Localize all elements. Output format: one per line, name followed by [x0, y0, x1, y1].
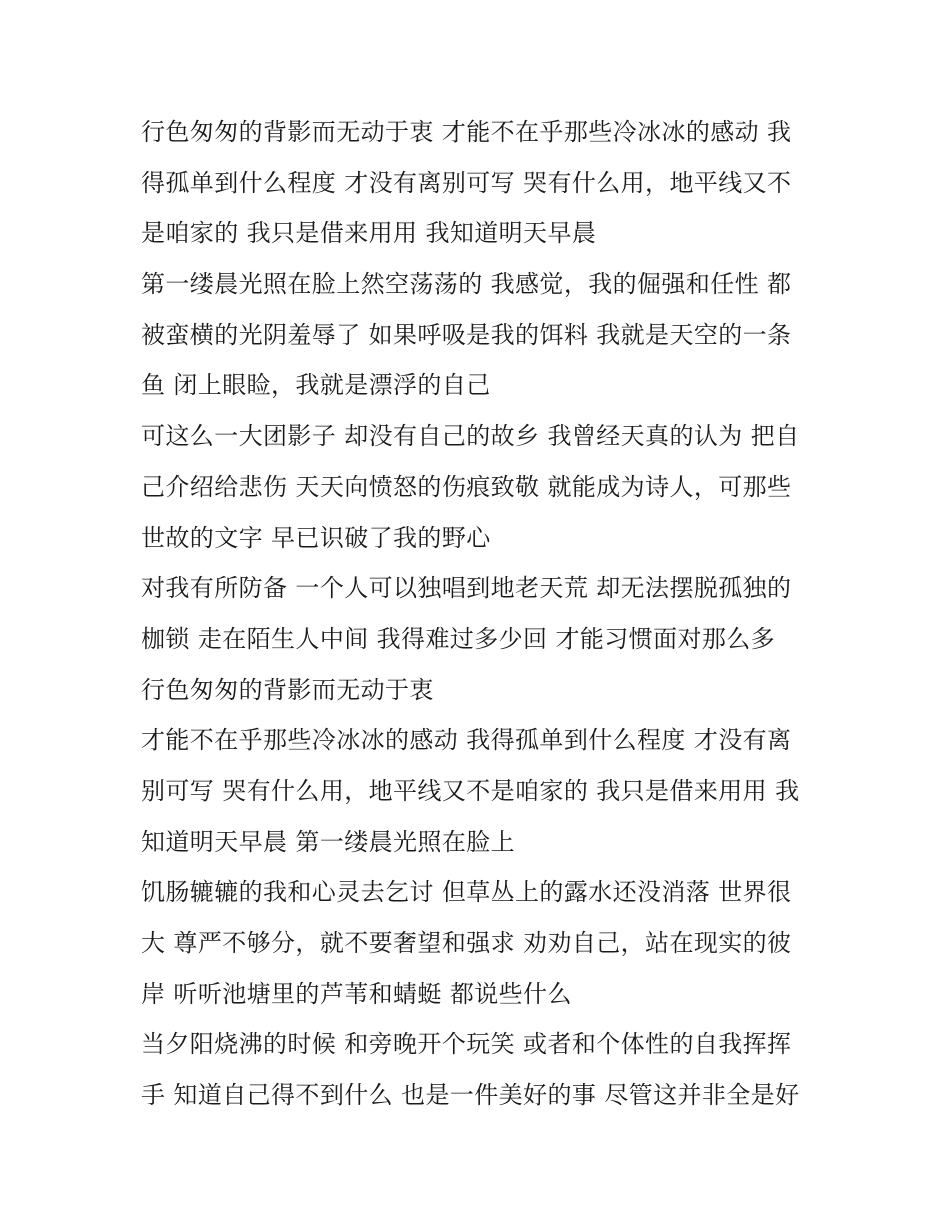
text-line-4: 第一缕晨光照在脸上然空荡荡的 我感觉，我的倔强和任性 都 — [141, 270, 792, 299]
text-line-19: 当夕阳烧沸的时候 和旁晚开个玩笑 或者和个体性的自我挥挥 — [141, 1030, 792, 1059]
document-body — [141, 107, 821, 1121]
text-line-6: 鱼 闭上眼睑，我就是漂浮的自己 — [141, 371, 491, 400]
text-line-20: 手 知道自己得不到什么 也是一件美好的事 尽管这并非全是好 — [141, 1081, 800, 1110]
text-line-2: 得孤单到什么程度 才没有离别可写 哭有什么用，地平线又不 — [141, 168, 792, 197]
text-line-11: 枷锁 走在陌生人中间 我得难过多少回 才能习惯面对那么多 — [141, 624, 776, 653]
text-line-7: 可这么一大团影子 却没有自己的故乡 我曾经天真的认为 把自 — [141, 422, 800, 451]
text-line-14: 别可写 哭有什么用，地平线又不是咱家的 我只是借来用用 我 — [141, 776, 800, 805]
text-line-16: 饥肠辘辘的我和心灵去乞讨 但草丛上的露水还没消落 世界很 — [141, 878, 792, 907]
text-line-1: 行色匆匆的背影而无动于衷 才能不在乎那些冷冰冰的感动 我 — [141, 118, 792, 146]
text-line-12: 行色匆匆的背影而无动于衷 — [141, 675, 434, 704]
text-line-17: 大 尊严不够分，就不要奢望和强求 劝劝自己，站在现实的彼 — [141, 929, 792, 957]
text-line-15: 知道明天早晨 第一缕晨光照在脸上 — [141, 827, 516, 856]
text-line-18: 岸 听听池塘里的芦苇和蜻蜓 都说些什么 — [141, 979, 572, 1008]
text-line-5: 被蛮横的光阴羞辱了 如果呼吸是我的饵料 我就是天空的一条 — [141, 320, 792, 349]
text-line-10: 对我有所防备 一个人可以独唱到地老天荒 却无法摆脱孤独的 — [141, 574, 792, 603]
text-line-9: 世故的文字 早已识破了我的野心 — [141, 523, 491, 552]
text-line-13: 才能不在乎那些冷冰冰的感动 我得孤单到什么程度 才没有离 — [141, 726, 792, 755]
text-line-3: 是咱家的 我只是借来用用 我知道明天早晨 — [141, 219, 597, 248]
text-line-8: 己介绍给悲伤 天天向愤怒的伤痕致敬 就能成为诗人，可那些 — [141, 472, 792, 501]
